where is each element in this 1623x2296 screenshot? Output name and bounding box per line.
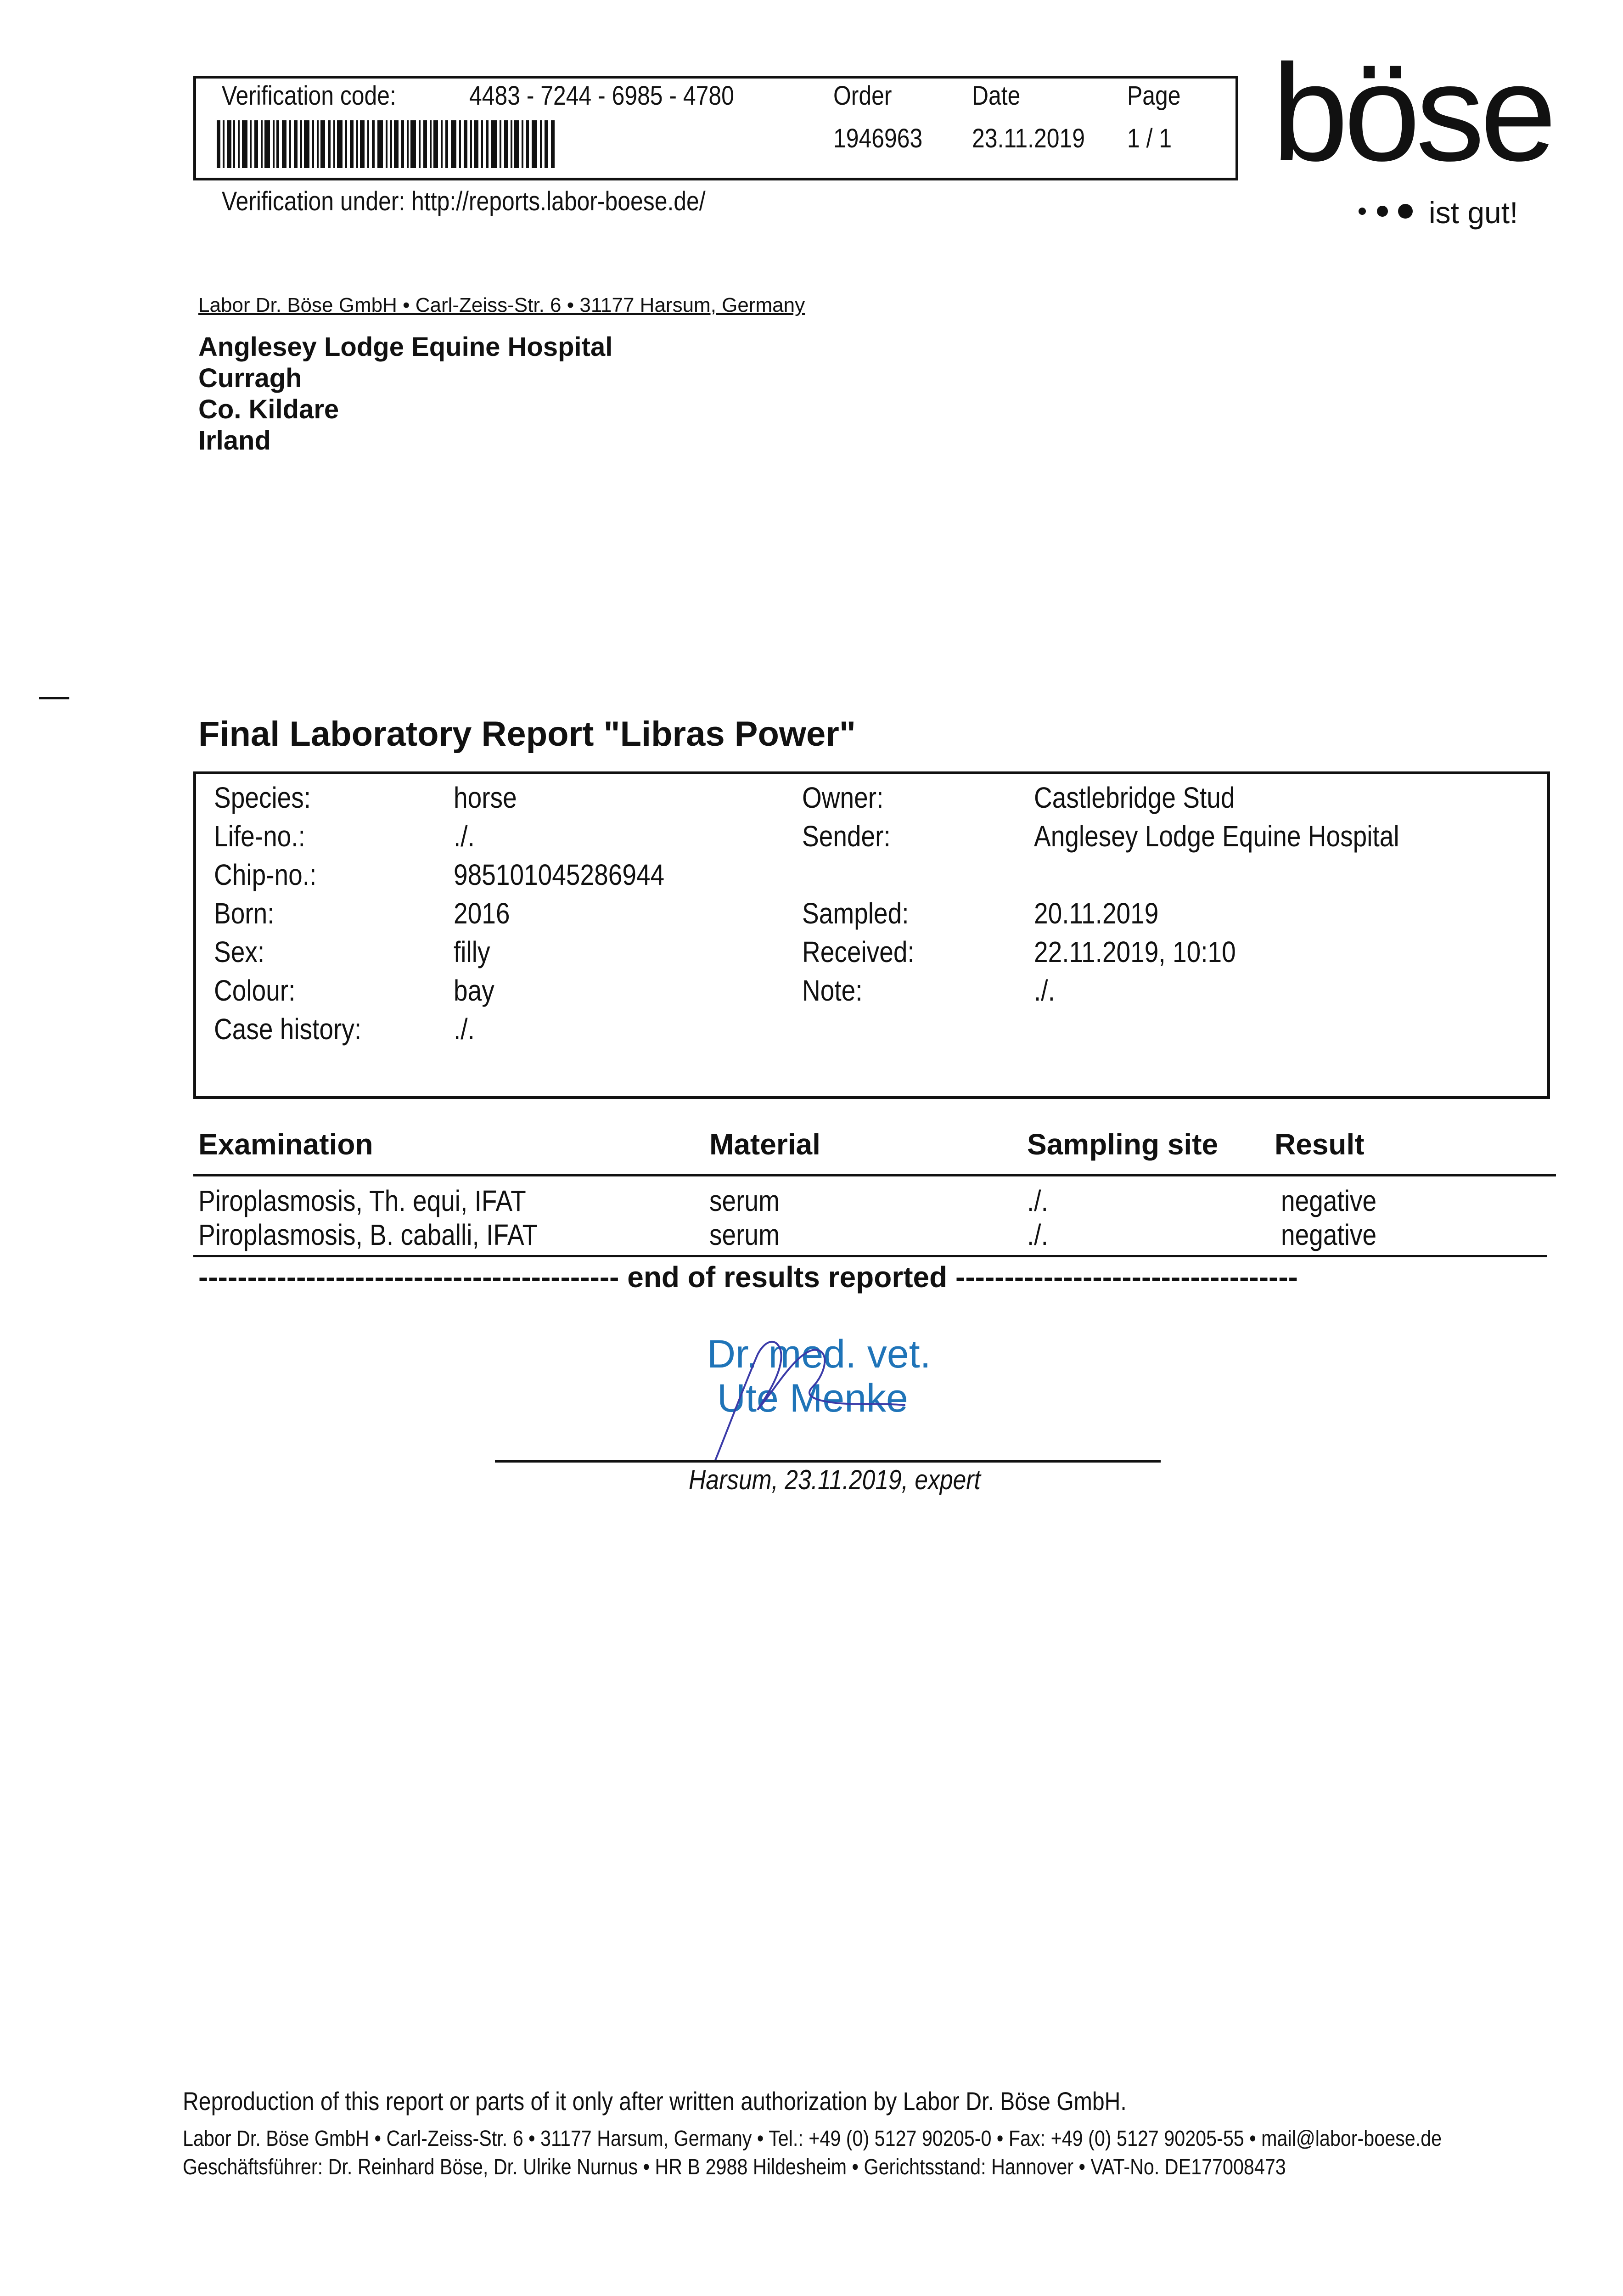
table-row-1-result: negative [1281,1184,1377,1217]
table-row-1-material: serum [709,1184,780,1217]
owner-label: Owner: [802,781,884,814]
colour-value: bay [454,974,494,1007]
dots-icon [1357,202,1416,220]
table-row-2-sampling-site: ./. [1027,1218,1048,1251]
page-label: Page [1127,81,1181,111]
chip-no-value: 985101045286944 [454,858,665,891]
order-number: 1946963 [833,124,923,153]
table-row-2-examination: Piroplasmosis, B. caballi, IFAT [198,1218,538,1251]
sender-label: Sender: [802,820,891,853]
col-header-sampling-site: Sampling site [1027,1128,1219,1161]
end-of-results-line: ------------------------------------------- end of results reported ----------------------------------- [198,1261,1298,1294]
logo-tagline: ist gut! [1429,196,1518,230]
sex-value: filly [454,935,490,968]
chip-no-label: Chip-no.: [214,858,317,891]
signature-line [495,1460,1161,1463]
recipient-line-3: Co. Kildare [198,394,339,424]
boese-logo: böse [1272,35,1552,190]
verification-code: 4483 - 7244 - 6985 - 4780 [469,81,734,111]
born-label: Born: [214,897,275,930]
report-title: Final Laboratory Report "Libras Power" [198,715,856,754]
table-row-1-sampling-site: ./. [1027,1184,1048,1217]
date-label: Date [972,81,1021,111]
verification-code-label: Verification code: [222,81,396,111]
table-row-2-result: negative [1281,1218,1377,1251]
col-header-result: Result [1275,1128,1365,1161]
order-label: Order [833,81,892,111]
note-value: ./. [1034,974,1055,1007]
col-header-examination: Examination [198,1128,373,1161]
footer-legal-line: Geschäftsführer: Dr. Reinhard Böse, Dr. Ulrike Nurnus • HR B 2988 Hildesheim • Gerichtsstand: Hannover • VAT-No. DE177008473 [183,2155,1286,2179]
species-value: horse [454,781,517,814]
received-value: 22.11.2019, 10:10 [1034,935,1236,968]
verification-url: Verification under: http://reports.labor-boese.de/ [222,186,706,216]
case-history-label: Case history: [214,1013,362,1046]
report-date: 23.11.2019 [972,124,1085,153]
recipient-line-2: Curragh [198,363,302,393]
barcode-icon [217,120,555,168]
species-label: Species: [214,781,311,814]
born-value: 2016 [454,897,510,930]
signature-stamp-name: Ute Menke [717,1376,908,1420]
sex-label: Sex: [214,935,265,968]
page-number: 1 / 1 [1127,124,1172,153]
table-header-rule [193,1174,1556,1176]
table-row-2-material: serum [709,1218,780,1251]
sender-address-line: Labor Dr. Böse GmbH • Carl-Zeiss-Str. 6 • 31177 Harsum, Germany [198,294,805,316]
life-no-value: ./. [454,820,475,853]
reproduction-notice: Reproduction of this report or parts of it only after written authorization by Labor Dr. Böse GmbH. [183,2087,1127,2116]
owner-value: Castlebridge Stud [1034,781,1235,814]
sampled-value: 20.11.2019 [1034,897,1159,930]
life-no-label: Life-no.: [214,820,305,853]
colour-label: Colour: [214,974,296,1007]
sender-value: Anglesey Lodge Equine Hospital [1034,820,1399,853]
col-header-material: Material [709,1128,820,1161]
handwritten-signature [689,1322,946,1465]
sampled-label: Sampled: [802,897,909,930]
case-history-value: ./. [454,1013,475,1046]
received-label: Received: [802,935,915,968]
fold-mark [39,697,69,699]
table-footer-rule [193,1255,1547,1257]
signature-stamp-title: Dr. med. vet. [707,1332,931,1376]
footer-contact-line: Labor Dr. Böse GmbH • Carl-Zeiss-Str. 6 • 31177 Harsum, Germany • Tel.: +49 (0) 5127 90205-0 • Fax: +49 (0) 5127 90205-55 • mail@labor-boese.de [183,2127,1442,2151]
table-row-1-examination: Piroplasmosis, Th. equi, IFAT [198,1184,526,1217]
note-label: Note: [802,974,863,1007]
recipient-line-4: Irland [198,426,271,456]
signature-caption: Harsum, 23.11.2019, expert [689,1464,981,1495]
recipient-line-1: Anglesey Lodge Equine Hospital [198,332,613,362]
